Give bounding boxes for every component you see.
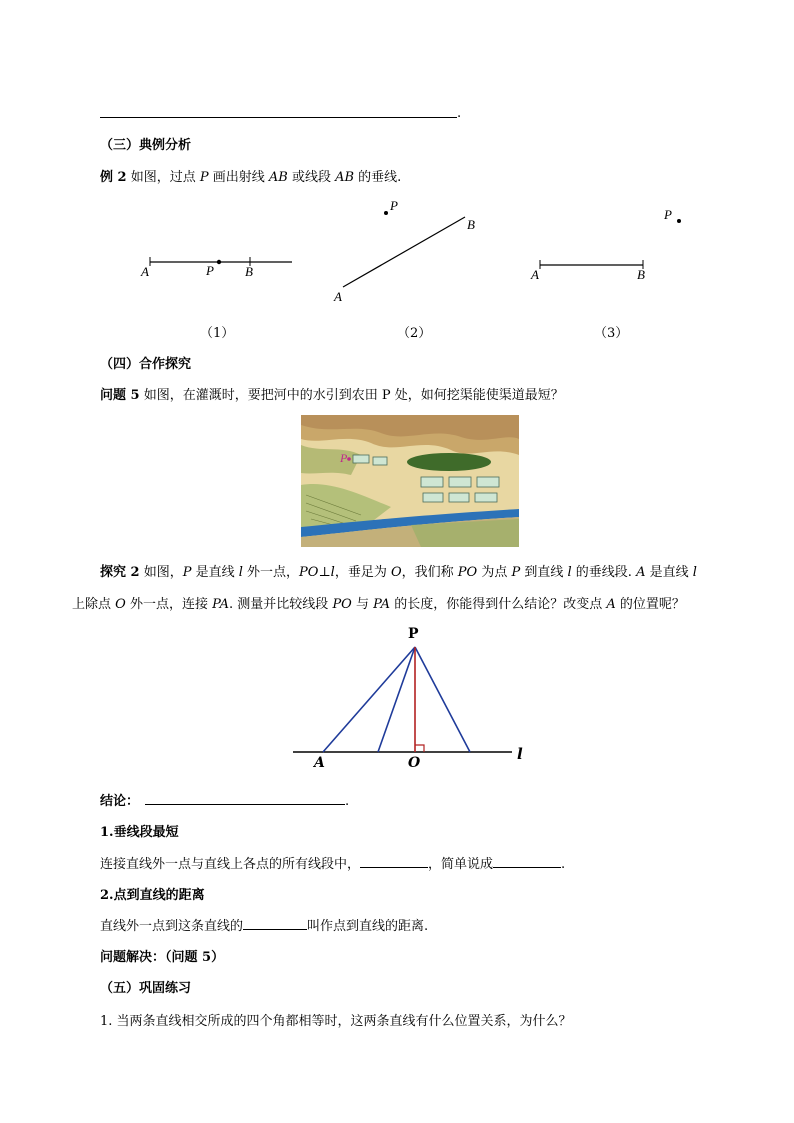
explore-2-o-2: O <box>115 597 126 612</box>
explore-2-a-2: A <box>606 597 616 612</box>
explore-2-perp: PO⊥l <box>299 565 335 580</box>
explore-2-a-1: A <box>636 565 646 580</box>
right-angle-mark <box>415 745 424 752</box>
question-5-text: 如图，在灌溉时，要把河中的水引到农田 P 处，如何挖渠能使渠道最短？ <box>139 388 564 403</box>
farmland-illustration <box>301 415 519 547</box>
figure-4-label-a: A <box>314 755 325 771</box>
explore-2-text-6: 为点 <box>477 565 512 580</box>
point-1-text <box>100 853 565 872</box>
point-2-text-b: 叫作点到直线的距离. <box>307 919 429 934</box>
exercise-1: 1. 当两条直线相交所成的四个角都相等时，这两条直线有什么位置关系，为什么？ <box>100 1014 572 1029</box>
conclusion-period: . <box>345 794 350 809</box>
explore-2-text-2: 是直线 <box>191 565 239 580</box>
explore-2-p-1: P <box>182 565 192 580</box>
figure-1-caption: （1） <box>200 326 235 341</box>
figure-4-label-l: l <box>517 745 523 763</box>
explore-2-pa-1: PA <box>212 597 230 612</box>
explore-2-line-1 <box>100 561 697 580</box>
point-1-blank-1[interactable] <box>360 854 428 868</box>
top-answer-line-end: . <box>457 106 462 121</box>
illustration-label-p: P <box>340 451 348 465</box>
problem-solving: 问题解决：（问题 5） <box>100 950 225 965</box>
example-2-text-a: 如图，过点 <box>126 170 200 185</box>
illustration-trees <box>407 453 491 471</box>
conclusion-blank[interactable] <box>145 791 345 805</box>
point-1-text-c: . <box>561 857 566 872</box>
conclusion-label: 结论： <box>100 794 140 809</box>
example-2 <box>100 166 401 185</box>
explore-2-l-1: l <box>238 565 243 580</box>
example-2-prefix: 例 2 <box>100 170 127 185</box>
explore-2-text-5: ，我们称 <box>401 565 458 580</box>
figure-3-point-p <box>677 219 681 223</box>
figure-2-label-b: B <box>467 217 475 232</box>
segment-pa <box>323 647 415 752</box>
figure-1-point-p <box>217 260 221 264</box>
explore-2-text-3: 外一点， <box>242 565 300 580</box>
explore-2-text-10: 上除点 <box>72 597 116 612</box>
example-2-point-p: P <box>199 170 209 185</box>
explore-2-pa-2: PA <box>373 597 391 612</box>
point-1-text-b: ，简单说成 <box>428 857 494 872</box>
explore-2-l-2: l <box>567 565 572 580</box>
figure-4-label-o: O <box>408 755 421 771</box>
explore-2-l-3: l <box>692 565 697 580</box>
section-title-practice: （五）巩固练习 <box>100 981 192 996</box>
explore-2-text-12: . 测量并比较线段 <box>229 597 333 612</box>
example-2-segment-ab: AB <box>335 170 355 185</box>
example-2-text-c: 或线段 <box>287 170 336 185</box>
explore-2-p-2: P <box>511 565 521 580</box>
question-5-prefix: 问题 5 <box>100 388 140 403</box>
figure-1-label-p: P <box>206 263 214 278</box>
explore-2-text-14: 的长度，你能得到什么结论？改变点 <box>390 597 607 612</box>
figure-2-label-a: A <box>334 289 342 304</box>
point-1-title: 1.垂线段最短 <box>100 825 179 840</box>
explore-2-prefix: 探究 2 <box>100 565 140 580</box>
figure-3-label-p: P <box>664 207 672 222</box>
explore-2-text-15: 的位置呢？ <box>615 597 685 612</box>
point-1-text-a: 连接直线外一点与直线上各点的所有线段中， <box>100 857 361 872</box>
figure-3-caption: （3） <box>594 326 629 341</box>
section-title-typical-analysis: （三）典例分析 <box>100 138 192 153</box>
figure-4-label-p: P <box>408 626 419 642</box>
example-2-text-d: 的垂线. <box>354 170 402 185</box>
figure-2-caption: （2） <box>397 326 432 341</box>
figure-3-label-b: B <box>637 267 645 282</box>
explore-2-po-2: PO <box>332 597 352 612</box>
figure-1-label-b: B <box>245 264 253 279</box>
segment-p-middle <box>378 647 415 752</box>
example-2-text-b: 画出射线 <box>208 170 269 185</box>
point-2-text <box>100 915 428 934</box>
explore-2-o-1: O <box>390 565 402 580</box>
top-answer-line <box>100 117 457 118</box>
figure-1-label-a: A <box>141 264 149 279</box>
figure-2-point-p <box>384 211 388 215</box>
point-2-text-a: 直线外一点到这条直线的 <box>100 919 244 934</box>
point-1-blank-2[interactable] <box>493 854 561 868</box>
explore-2-text-8: 的垂线段. <box>571 565 637 580</box>
figure-2-segment <box>343 217 465 287</box>
explore-2-text-7: 到直线 <box>520 565 568 580</box>
explore-2-text-9: 是直线 <box>645 565 693 580</box>
explore-2-text-13: 与 <box>351 597 374 612</box>
explore-2-text-11: 外一点，连接 <box>125 597 213 612</box>
question-5 <box>100 384 564 403</box>
point-2-blank[interactable] <box>243 916 307 930</box>
explore-2-po-1: PO <box>457 565 478 580</box>
conclusion-line <box>100 790 349 809</box>
section-title-cooperative-inquiry: （四）合作探究 <box>100 357 192 372</box>
explore-2-text-4: ，垂足为 <box>334 565 391 580</box>
figure-2-label-p: P <box>390 198 398 213</box>
point-2-title: 2.点到直线的距离 <box>100 888 205 903</box>
example-2-ray-ab: AB <box>268 170 288 185</box>
segment-p-right <box>415 647 470 752</box>
illustration-point-p <box>347 457 351 461</box>
figure-3-label-a: A <box>531 267 539 282</box>
explore-2-text-1: 如图， <box>139 565 183 580</box>
explore-2-line-2 <box>72 593 685 612</box>
